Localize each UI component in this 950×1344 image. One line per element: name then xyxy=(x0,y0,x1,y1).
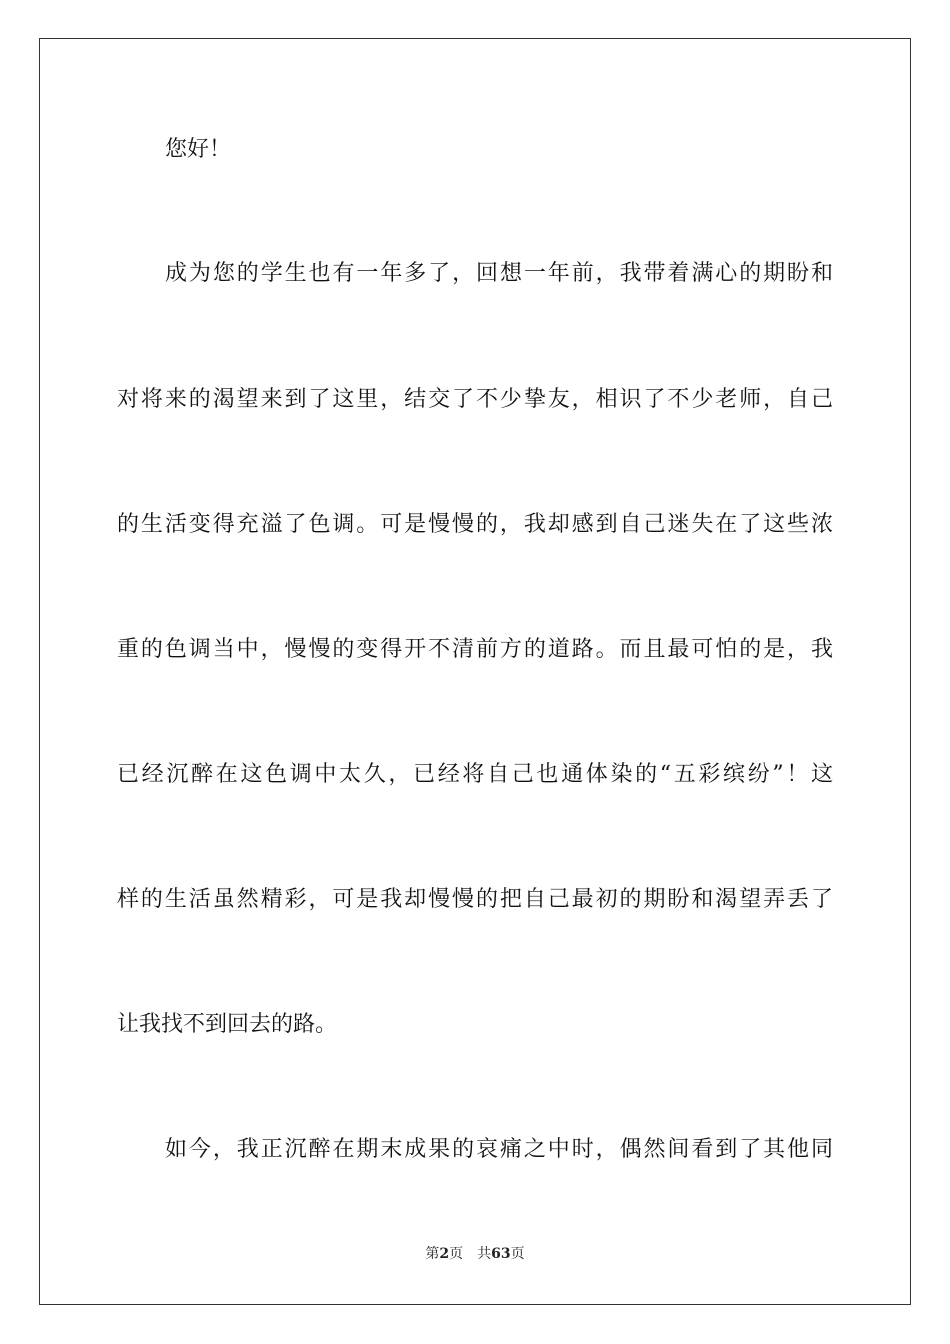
paragraph-line: 成为您的学生也有一年多了，回想一年前，我带着满心的期盼和 xyxy=(165,261,833,286)
paragraph-line: 重的色调当中，慢慢的变得开不清前方的道路。而且最可怕的是，我 xyxy=(117,637,833,662)
total-page-count: 63 xyxy=(491,1246,511,1262)
total-prefix: 共 xyxy=(477,1246,492,1262)
current-page-number: 2 xyxy=(439,1246,450,1262)
paragraph-line: 如今，我正沉醉在期末成果的哀痛之中时，偶然间看到了其他同 xyxy=(165,1137,833,1162)
paragraph-line: 已经沉醉在这色调中太久，已经将自己也通体染的“五彩缤纷”！这 xyxy=(117,762,833,787)
salutation: 您好！ xyxy=(165,137,232,162)
paragraph-line: 的生活变得充溢了色调。可是慢慢的，我却感到自己迷失在了这些浓 xyxy=(117,512,833,537)
page-footer xyxy=(0,1244,950,1264)
total-suffix: 页 xyxy=(510,1246,525,1262)
paragraph-line: 样的生活虽然精彩，可是我却慢慢的把自己最初的期盼和渴望弄丢了 xyxy=(117,887,833,912)
paragraph-line: 让我找不到回去的路。 xyxy=(117,1012,338,1037)
paragraph-line: 对将来的渴望来到了这里，结交了不少挚友，相识了不少老师，自己 xyxy=(117,387,833,412)
page-suffix: 页 xyxy=(449,1246,464,1262)
page-border xyxy=(39,38,911,1305)
page-prefix: 第 xyxy=(425,1246,440,1262)
